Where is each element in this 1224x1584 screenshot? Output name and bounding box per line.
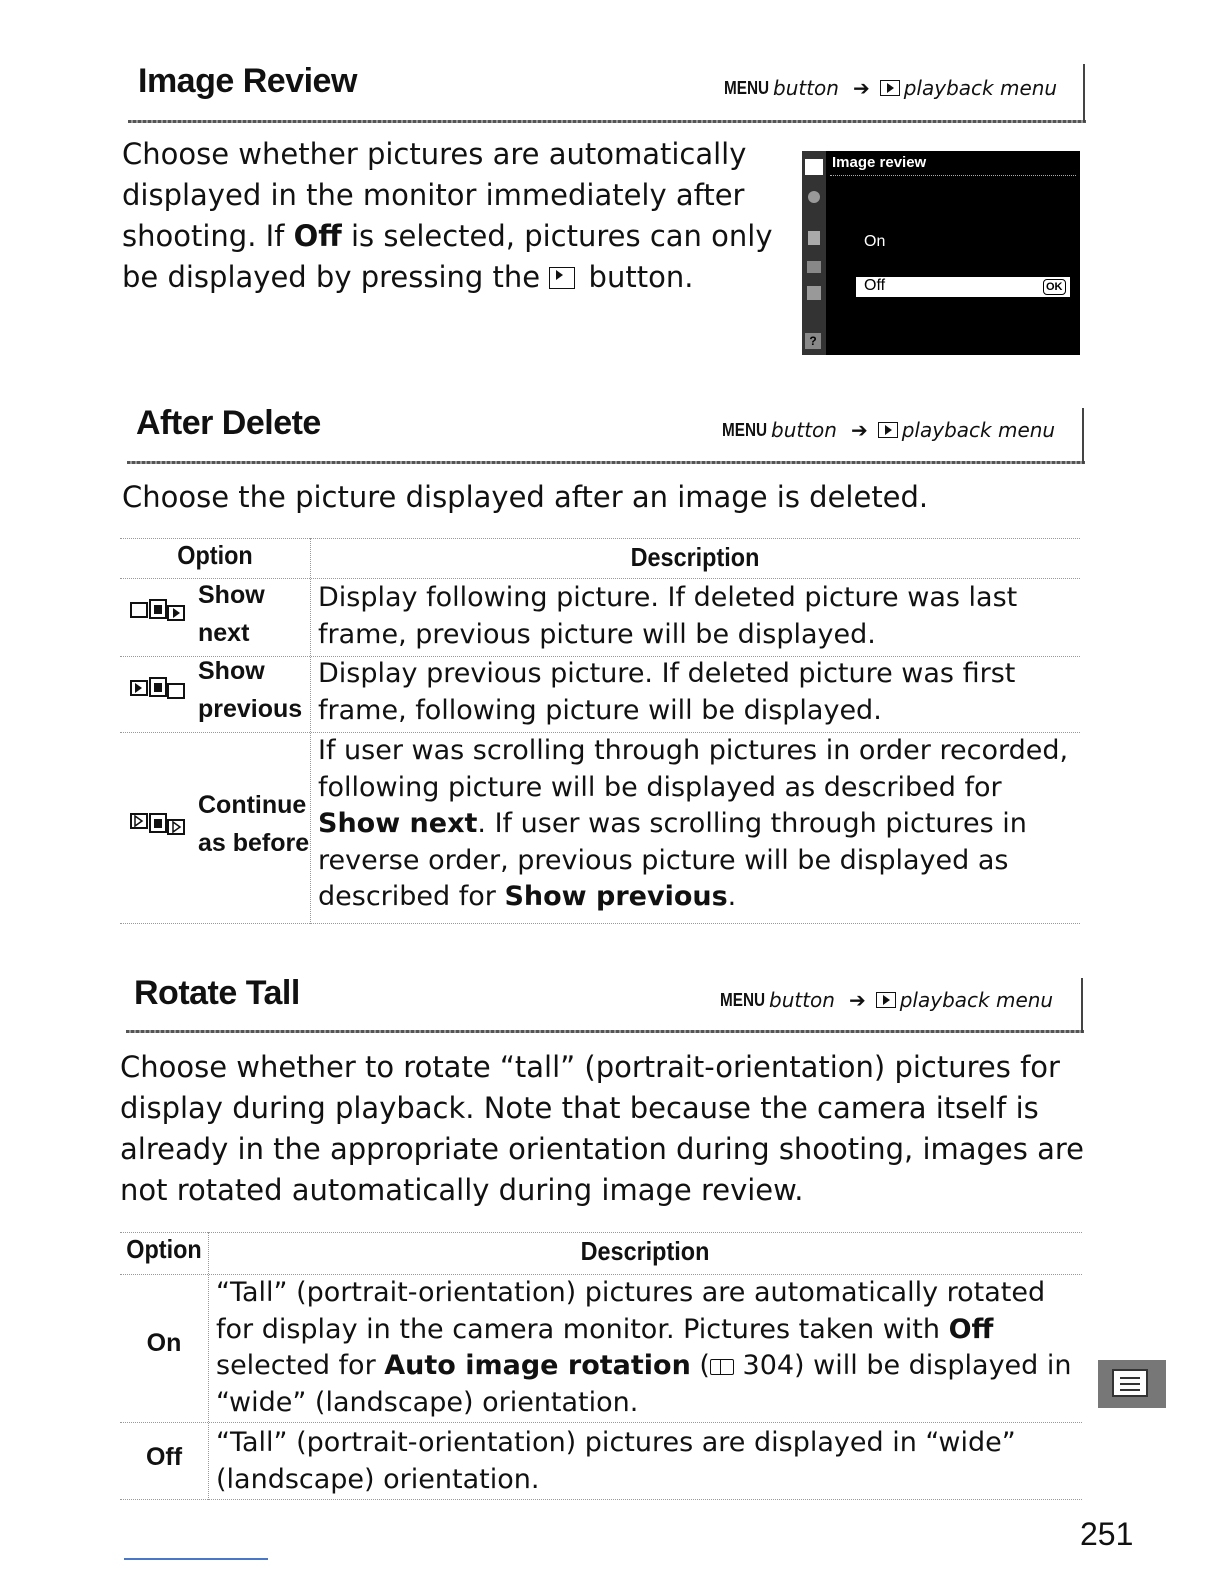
option-on: On [146,1329,182,1357]
rotate-tall-intro: Choose whether to rotate “tall” (portrait-orientation) pictures for display during playback. Note that because the camera itself is already in the appropriate orientation during shooting, images are not rotated automatically during image review. [120,1050,1084,1207]
section-title-rotate-tall: Rotate Tall [134,974,300,1012]
page-number: 251 [1080,1516,1134,1552]
table-top-rule [120,1232,1082,1233]
table-bottom-rule [120,1499,1082,1500]
playback-icon [876,992,896,1008]
ok-icon: OK [1043,279,1066,295]
playback-icon [880,80,900,96]
section-title-image-review: Image Review [138,62,357,100]
rotate-tall-table [120,1232,1082,1500]
menu-tab-column [802,151,826,355]
header-description: Description [580,1236,710,1266]
screen-option-on: On [864,233,886,250]
rule-end [1083,64,1085,122]
shooting-tab-icon [808,191,820,203]
menu-label: MENU [720,989,766,1010]
show-next-icon [130,598,186,626]
option-continue-as-before: Continue as before [198,791,310,857]
menu-guide-icon [1112,1369,1148,1397]
menu-label: MENU [722,419,768,440]
setup-tab-icon [808,231,820,245]
menu-text: playback menu [901,418,1056,442]
desc-show-next: Display following picture. If deleted picture was last frame, previous picture will be displayed. [318,582,1018,650]
option-off: Off [145,1443,183,1471]
show-previous-icon [130,676,186,704]
option-show-next: Show next [198,581,265,647]
breadcrumb [724,76,1057,100]
screen-option-off: Off [864,277,886,294]
button-text: button [773,76,839,100]
screen-title-rule [830,175,1076,176]
rule-end [1081,978,1083,1033]
book-reference-icon [710,1359,734,1375]
header-description: Description [630,542,760,572]
header-option: Option [126,1234,202,1264]
button-text: button [771,418,837,442]
camera-screen [802,151,1080,355]
screen-option-off-highlight [856,277,1070,297]
section-rule [127,461,1085,464]
menu-text: playback menu [899,988,1054,1012]
header-option: Option [177,540,253,570]
button-text: button [769,988,835,1012]
continue-as-before-icon [130,812,186,840]
breadcrumb [722,418,1055,442]
breadcrumb [720,988,1053,1012]
playback-tab-icon [805,159,823,175]
desc-continue-as-before: If user was scrolling through pictures in order recorded, following picture will be displayed as described for Show next. If user was scrolling through pictures in reverse order, previous picture will be displayed as described for Show previous. [318,735,1069,912]
recent-tab-icon [807,286,821,300]
section-title-after-delete: After Delete [136,404,321,442]
desc-on: “Tall” (portrait-orientation) pictures are automatically rotated for display in the camera monitor. Pictures taken with Off selected for Auto image rotation ( 304) will be displayed in “wide” (landscape) orientation. [216,1277,1072,1418]
rule-end [1082,408,1084,464]
arrow-icon: ➔ [848,988,866,1012]
after-delete-table [120,538,1080,924]
image-review-text: Choose whether pictures are automatically displayed in the monitor immediately after shooting. If Off is selected, pictures can only be displayed by pressing the button. [122,137,773,294]
arrow-icon: ➔ [852,76,870,100]
desc-show-previous: Display previous picture. If deleted picture was first frame, following picture will be displayed. [318,658,1016,726]
row-rule [120,1422,1082,1423]
after-delete-intro: Choose the picture displayed after an image is deleted. [122,480,929,514]
menu-label: MENU [724,77,770,98]
retouch-tab-icon [807,261,821,273]
table-column-divider [208,1232,209,1500]
help-icon: ? [805,333,821,349]
screen-title: Image review [832,154,927,171]
playback-icon [878,422,898,438]
playback-icon [549,267,575,289]
table-bottom-rule [120,923,1080,924]
menu-guide-tab [1098,1360,1166,1408]
section-rule [128,120,1086,123]
option-show-previous: Show previous [198,657,303,723]
bottom-blue-line [124,1558,268,1560]
arrow-icon: ➔ [850,418,868,442]
section-rule [126,1030,1084,1033]
table-top-rule [120,538,1080,539]
menu-text: playback menu [903,76,1058,100]
table-column-divider [310,538,311,924]
desc-off: “Tall” (portrait-orientation) pictures are displayed in “wide” (landscape) orientation. [216,1427,1016,1495]
